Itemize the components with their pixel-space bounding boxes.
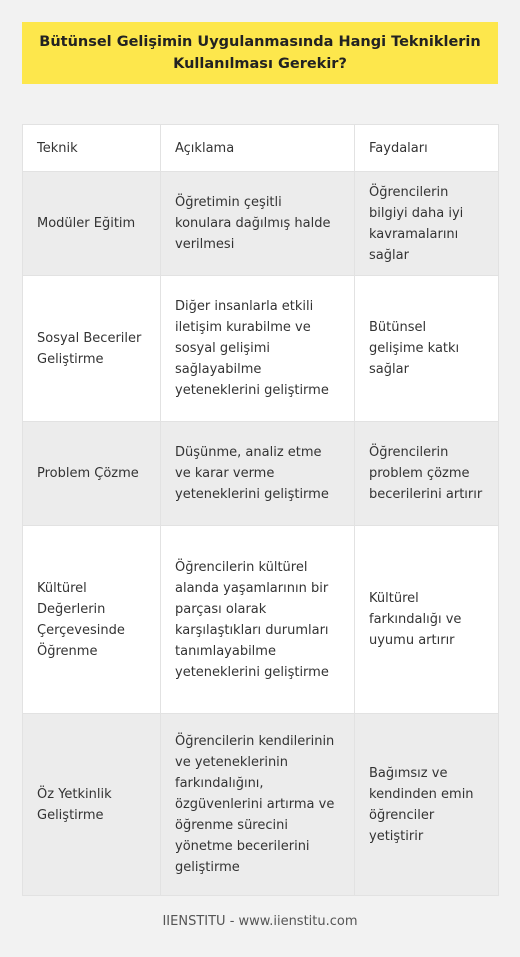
header-aciklama: Açıklama <box>161 125 355 172</box>
cell-faydalari: Öğrencilerin problem çözme becerilerini artırır <box>355 422 499 526</box>
header-teknik: Teknik <box>23 125 161 172</box>
cell-teknik: Modüler Eğitim <box>23 172 161 276</box>
cell-teknik: Problem Çözme <box>23 422 161 526</box>
table-row <box>23 526 499 714</box>
cell-aciklama: Düşünme, analiz etme ve karar verme yeteneklerini geliştirme <box>161 422 355 526</box>
cell-faydalari: Bağımsız ve kendinden emin öğrenciler yetiştirir <box>355 714 499 896</box>
cell-teknik: Kültürel Değerlerin Çerçevesinde Öğrenme <box>23 526 161 714</box>
title-banner <box>22 22 498 84</box>
techniques-table <box>22 124 499 896</box>
cell-aciklama: Öğrencilerin kendilerinin ve yeteneklerinin farkındalığını, özgüvenlerini artırma ve öğrenme sürecini yönetme becerilerini geliştirme <box>161 714 355 896</box>
page-title: Bütünsel Gelişimin Uygulanmasında Hangi Tekniklerin Kullanılması Gerekir? <box>39 34 481 72</box>
table-header-row <box>23 125 499 172</box>
cell-aciklama: Öğretimin çeşitli konulara dağılmış halde verilmesi <box>161 172 355 276</box>
cell-faydalari: Öğrencilerin bilgiyi daha iyi kavramalarını sağlar <box>355 172 499 276</box>
header-faydalari: Faydaları <box>355 125 499 172</box>
cell-teknik: Sosyal Beceriler Geliştirme <box>23 276 161 422</box>
table-row <box>23 276 499 422</box>
cell-teknik: Öz Yetkinlik Geliştirme <box>23 714 161 896</box>
cell-faydalari: Bütünsel gelişime katkı sağlar <box>355 276 499 422</box>
table-row <box>23 422 499 526</box>
table-row <box>23 172 499 276</box>
cell-aciklama: Diğer insanlarla etkili iletişim kurabilme ve sosyal gelişimi sağlayabilme yeteneklerini geliştirme <box>161 276 355 422</box>
footer-credit: IIENSTITU - www.iienstitu.com <box>162 914 358 929</box>
cell-faydalari: Kültürel farkındalığı ve uyumu artırır <box>355 526 499 714</box>
table-row <box>23 714 499 896</box>
cell-aciklama: Öğrencilerin kültürel alanda yaşamlarının bir parçası olarak karşılaştıkları durumları tanımlayabilme yeteneklerini geliştirme <box>161 526 355 714</box>
